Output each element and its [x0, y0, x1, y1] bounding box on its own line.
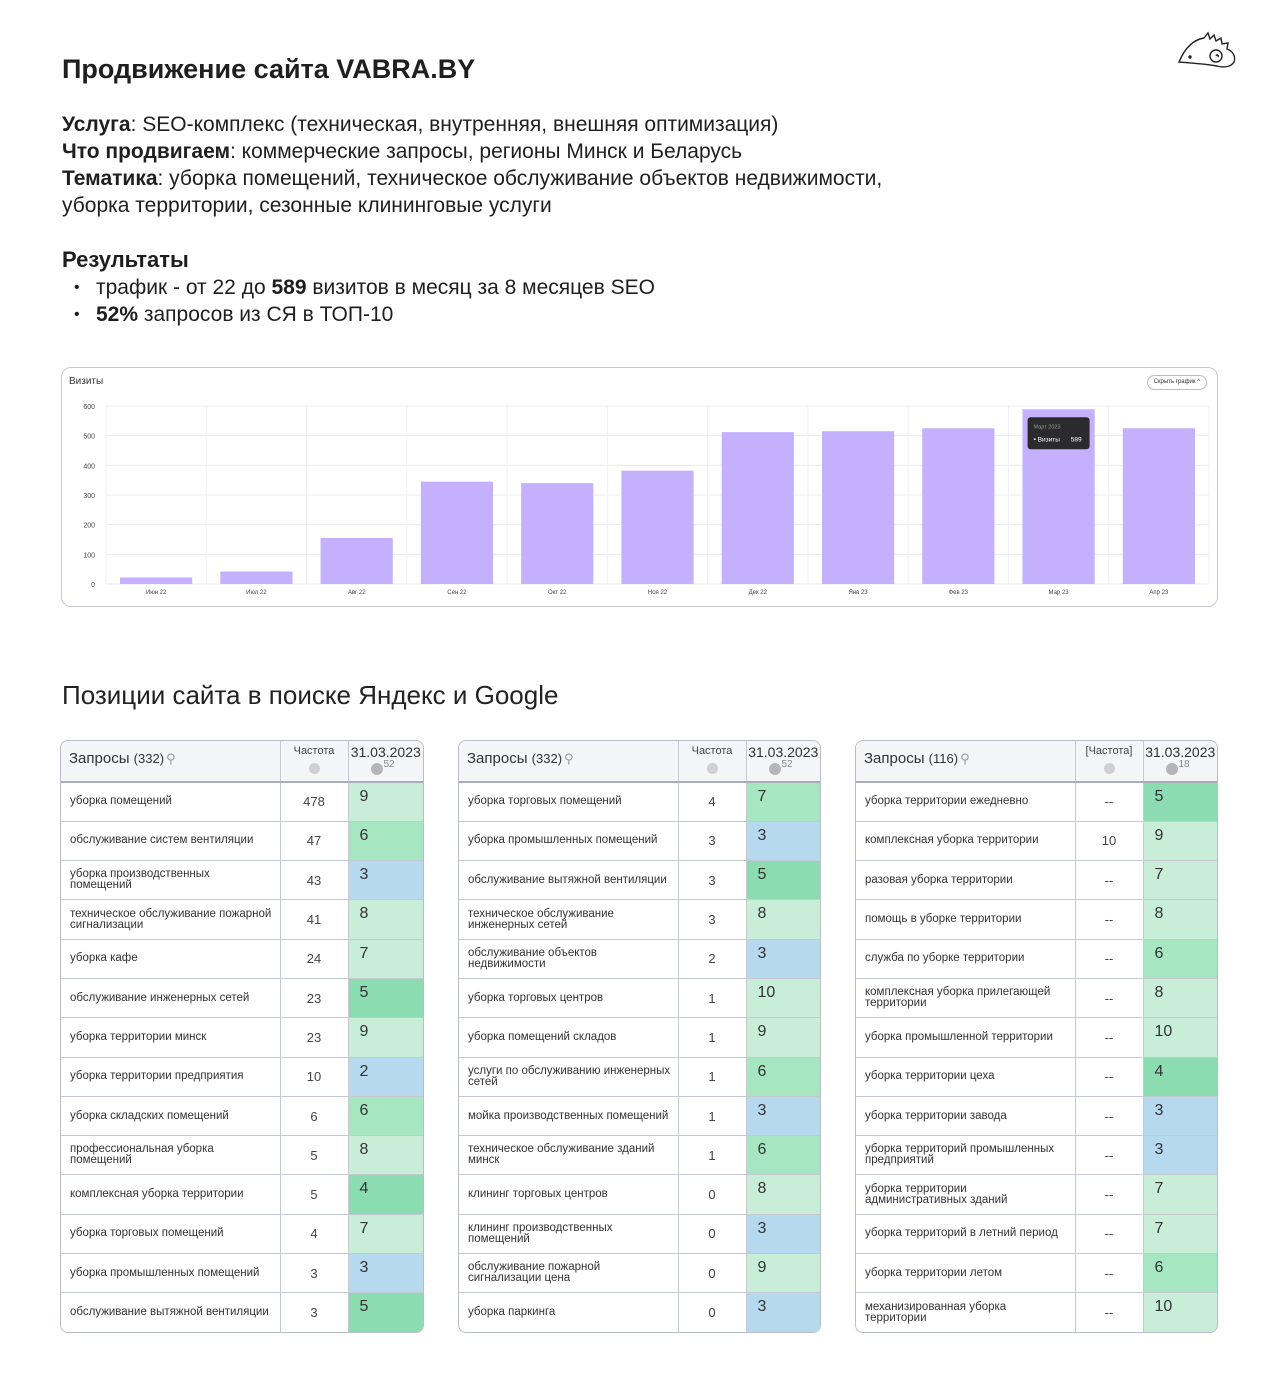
- query-cell: уборка паркинга: [459, 1293, 678, 1332]
- frequency-cell: 23: [280, 978, 348, 1017]
- tooltip-value: 589: [1070, 436, 1082, 444]
- position-cell: 3: [746, 821, 820, 860]
- frequency-cell: 1: [678, 1096, 746, 1135]
- frequency-cell: --: [1075, 1175, 1143, 1214]
- query-cell: уборка промышленной территории: [856, 1018, 1075, 1057]
- frequency-cell: 3: [678, 821, 746, 860]
- position-cell: 7: [1143, 1214, 1217, 1253]
- top10-percent: 52: [781, 759, 793, 770]
- table-row: [61, 1136, 423, 1175]
- position-cell: 7: [1143, 1175, 1217, 1214]
- query-cell: служба по уборке территории: [856, 939, 1075, 978]
- positions-title: Позиции сайта в поиске Яндекс и Google: [62, 680, 559, 710]
- x-tick-label: Дек 22: [748, 590, 767, 596]
- query-cell: уборка территорий промышленных предприятий: [856, 1136, 1075, 1175]
- position-cell: 4: [1143, 1057, 1217, 1096]
- frequency-cell: 478: [280, 782, 348, 821]
- query-cell: обслуживание вытяжной вентиляции: [61, 1293, 280, 1332]
- position-cell: 8: [746, 900, 820, 939]
- position-cell: 5: [348, 1293, 423, 1332]
- percent-icon: [769, 763, 781, 775]
- table-row: [856, 861, 1217, 900]
- frequency-cell: 3: [280, 1254, 348, 1293]
- query-cell: комплексная уборка прилегающей территории: [856, 978, 1075, 1017]
- globe-icon: [707, 763, 718, 774]
- frequency-cell: 0: [678, 1254, 746, 1293]
- frequency-cell: --: [1075, 1018, 1143, 1057]
- frequency-cell: 5: [280, 1136, 348, 1175]
- bar: [1123, 428, 1195, 584]
- query-cell: услуги по обслуживанию инженерных сетей: [459, 1057, 678, 1096]
- frequency-cell: --: [1075, 978, 1143, 1017]
- table-row: [61, 1096, 423, 1135]
- frequency-cell: 3: [280, 1293, 348, 1332]
- table-row: [856, 782, 1217, 821]
- frequency-cell: 43: [280, 861, 348, 900]
- bar: [321, 538, 393, 584]
- frequency-cell: 3: [678, 861, 746, 900]
- date-column-header[interactable]: 31.03.2023 52: [348, 741, 423, 782]
- bar: [521, 483, 593, 584]
- frequency-cell: 1: [678, 1057, 746, 1096]
- date-column-header[interactable]: 31.03.2023 52: [746, 741, 820, 782]
- visits-chart: [62, 368, 1219, 608]
- top10-percent: 52: [383, 759, 395, 770]
- position-cell: 3: [746, 939, 820, 978]
- y-tick-label: 0: [91, 582, 95, 589]
- date-column-header[interactable]: 31.03.2023 18: [1143, 741, 1217, 782]
- position-cell: 7: [348, 939, 423, 978]
- x-tick-label: Апр 23: [1149, 590, 1169, 596]
- frequency-cell: --: [1075, 1254, 1143, 1293]
- position-cell: 3: [746, 1096, 820, 1135]
- x-tick-label: Окт 22: [548, 590, 567, 596]
- query-cell: уборка территорий в летний период: [856, 1214, 1075, 1253]
- position-cell: 7: [746, 782, 820, 821]
- frequency-cell: --: [1075, 939, 1143, 978]
- bar: [421, 482, 493, 584]
- query-column-header[interactable]: Запросы (332) ⚲: [459, 741, 678, 782]
- frequency-cell: --: [1075, 1293, 1143, 1332]
- table-row: [459, 939, 820, 978]
- table-row: [459, 1293, 820, 1332]
- query-cell: механизированная уборка территории: [856, 1293, 1075, 1332]
- table-row: [459, 900, 820, 939]
- results-title: Результаты: [62, 247, 189, 272]
- hedgehog-logo-icon: [1176, 30, 1242, 70]
- project-info: [62, 111, 1062, 219]
- position-cell: 6: [1143, 939, 1217, 978]
- bar: [922, 428, 994, 584]
- position-cell: 8: [348, 1136, 423, 1175]
- query-cell: уборка территории завода: [856, 1096, 1075, 1135]
- x-tick-label: Июн 22: [145, 590, 167, 596]
- query-cell: обслуживание объектов недвижимости: [459, 939, 678, 978]
- frequency-cell: 4: [280, 1214, 348, 1253]
- query-cell: уборка кафе: [61, 939, 280, 978]
- query-cell: уборка торговых помещений: [61, 1214, 280, 1253]
- chart-title: Визиты: [69, 376, 104, 387]
- tooltip-label: • Визиты: [1033, 436, 1060, 444]
- x-tick-label: Ноя 22: [647, 590, 668, 596]
- table-row: [459, 1018, 820, 1057]
- results-item-traffic: • трафик - от 22 до 589 визитов в месяц за 8 месяцев SEO: [74, 274, 655, 301]
- query-cell: профессиональная уборка помещений: [61, 1136, 280, 1175]
- query-cell: обслуживание пожарной сигнализации цена: [459, 1254, 678, 1293]
- table-row: [61, 782, 423, 821]
- frequency-cell: --: [1075, 782, 1143, 821]
- position-cell: 8: [348, 900, 423, 939]
- x-tick-label: Янв 23: [848, 590, 868, 596]
- table-row: [459, 821, 820, 860]
- query-cell: клининг торговых центров: [459, 1175, 678, 1214]
- topic-line-2: уборка территории, сезонные клининговые услуги: [62, 194, 552, 217]
- frequency-column-header[interactable]: Частота: [280, 741, 348, 782]
- frequency-cell: 1: [678, 978, 746, 1017]
- frequency-cell: 0: [678, 1175, 746, 1214]
- y-tick-label: 400: [83, 463, 95, 471]
- position-cell: 6: [348, 821, 423, 860]
- table-row: [856, 821, 1217, 860]
- frequency-cell: 41: [280, 900, 348, 939]
- query-cell: уборка территории минск: [61, 1018, 280, 1057]
- table-row: [61, 1254, 423, 1293]
- query-cell: комплексная уборка территории: [856, 821, 1075, 860]
- x-tick-label: Июл 22: [246, 590, 267, 596]
- table-row: [856, 1018, 1217, 1057]
- query-cell: клининг производственных помещений: [459, 1214, 678, 1253]
- position-cell: 10: [1143, 1018, 1217, 1057]
- table-row: [459, 1136, 820, 1175]
- table-row: [61, 1057, 423, 1096]
- position-cell: 10: [1143, 1293, 1217, 1332]
- visits-chart-card: [61, 367, 1218, 607]
- frequency-cell: 4: [678, 782, 746, 821]
- bar: [220, 572, 292, 584]
- table-row: [61, 1293, 423, 1332]
- query-cell: разовая уборка территории: [856, 861, 1075, 900]
- positions-table-1: [60, 740, 424, 1333]
- position-cell: 3: [1143, 1136, 1217, 1175]
- frequency-cell: 1: [678, 1018, 746, 1057]
- table-row: [61, 861, 423, 900]
- frequency-cell: 3: [678, 900, 746, 939]
- frequency-cell: --: [1075, 1096, 1143, 1135]
- frequency-cell: 10: [1075, 821, 1143, 860]
- query-cell: уборка территории административных зданий: [856, 1175, 1075, 1214]
- position-cell: 9: [1143, 821, 1217, 860]
- y-tick-label: 500: [83, 433, 95, 441]
- frequency-cell: 23: [280, 1018, 348, 1057]
- position-cell: 9: [348, 1018, 423, 1057]
- frequency-cell: --: [1075, 1057, 1143, 1096]
- table-row: [856, 978, 1217, 1017]
- table-row: [459, 978, 820, 1017]
- service-line: Услуга: SEO-комплекс (техническая, внутренняя, внешняя оптимизация): [62, 113, 779, 136]
- table-row: [61, 900, 423, 939]
- position-cell: 3: [348, 1254, 423, 1293]
- position-cell: 7: [1143, 861, 1217, 900]
- position-cell: 3: [746, 1214, 820, 1253]
- position-cell: 2: [348, 1057, 423, 1096]
- bar: [621, 471, 693, 584]
- table-row: [459, 1096, 820, 1135]
- positions-table-3: [855, 740, 1218, 1333]
- frequency-cell: --: [1075, 1214, 1143, 1253]
- position-cell: 5: [1143, 782, 1217, 821]
- position-cell: 8: [1143, 978, 1217, 1017]
- table-row: [61, 1214, 423, 1253]
- frequency-cell: 5: [280, 1175, 348, 1214]
- frequency-column-header[interactable]: [Частота]: [1075, 741, 1143, 782]
- position-cell: 10: [746, 978, 820, 1017]
- frequency-cell: 1: [678, 1136, 746, 1175]
- frequency-cell: 24: [280, 939, 348, 978]
- position-cell: 6: [746, 1136, 820, 1175]
- position-cell: 3: [1143, 1096, 1217, 1135]
- position-cell: 8: [1143, 900, 1217, 939]
- position-cell: 8: [746, 1175, 820, 1214]
- topic-line: Тематика: уборка помещений, техническое обслуживание объектов недвижимости,: [62, 167, 883, 190]
- query-column-header[interactable]: Запросы (332) ⚲: [61, 741, 280, 782]
- table-row: [856, 1175, 1217, 1214]
- position-cell: 6: [348, 1096, 423, 1135]
- y-tick-label: 100: [83, 552, 95, 560]
- position-cell: 3: [746, 1293, 820, 1332]
- query-column-header[interactable]: Запросы (116) ⚲: [856, 741, 1075, 782]
- table-row: [61, 939, 423, 978]
- position-cell: 9: [746, 1018, 820, 1057]
- position-cell: 9: [348, 782, 423, 821]
- table-row: [459, 1057, 820, 1096]
- position-cell: 7: [348, 1214, 423, 1253]
- x-tick-label: Сен 22: [447, 590, 467, 596]
- bar: [120, 577, 192, 584]
- search-icon[interactable]: ⚲: [960, 751, 970, 766]
- globe-icon: [309, 763, 320, 774]
- frequency-cell: --: [1075, 900, 1143, 939]
- table-row: [61, 1175, 423, 1214]
- x-tick-label: Мар 23: [1048, 590, 1069, 596]
- query-cell: уборка производственных помещений: [61, 861, 280, 900]
- tooltip-box: [1028, 417, 1090, 449]
- frequency-column-header[interactable]: Частота: [678, 741, 746, 782]
- query-cell: уборка промышленных помещений: [459, 821, 678, 860]
- globe-icon: [1104, 763, 1115, 774]
- query-cell: техническое обслуживание инженерных сетей: [459, 900, 678, 939]
- table-row: [856, 1057, 1217, 1096]
- table-row: [856, 939, 1217, 978]
- x-tick-label: Авг 22: [347, 590, 366, 596]
- frequency-cell: --: [1075, 861, 1143, 900]
- percent-icon: [1166, 763, 1178, 775]
- search-icon[interactable]: ⚲: [166, 751, 176, 766]
- query-cell: уборка торговых помещений: [459, 782, 678, 821]
- percent-icon: [371, 763, 383, 775]
- query-cell: помощь в уборке территории: [856, 900, 1075, 939]
- query-cell: уборка территории предприятия: [61, 1057, 280, 1096]
- query-cell: обслуживание вытяжной вентиляции: [459, 861, 678, 900]
- position-cell: 5: [348, 978, 423, 1017]
- promote-line: Что продвигаем: коммерческие запросы, регионы Минск и Беларусь: [62, 140, 743, 163]
- table-row: [61, 978, 423, 1017]
- table-row: [459, 1214, 820, 1253]
- position-cell: 6: [1143, 1254, 1217, 1293]
- table-row: [856, 1214, 1217, 1253]
- position-cell: 4: [348, 1175, 423, 1214]
- frequency-cell: 0: [678, 1214, 746, 1253]
- hide-chart-button[interactable]: Скрыть график ^: [1147, 375, 1207, 390]
- query-cell: уборка промышленных помещений: [61, 1254, 280, 1293]
- query-cell: уборка помещений: [61, 782, 280, 821]
- table-row: [459, 1254, 820, 1293]
- table-row: [856, 1254, 1217, 1293]
- y-tick-label: 600: [83, 404, 95, 411]
- query-cell: обслуживание инженерных сетей: [61, 978, 280, 1017]
- frequency-cell: --: [1075, 1136, 1143, 1175]
- query-cell: уборка складских помещений: [61, 1096, 280, 1135]
- position-cell: 5: [746, 861, 820, 900]
- bar: [722, 432, 794, 584]
- table-row: [856, 900, 1217, 939]
- position-cell: 6: [746, 1057, 820, 1096]
- x-tick-label: Фев 23: [948, 590, 969, 596]
- frequency-cell: 47: [280, 821, 348, 860]
- query-cell: уборка территории цеха: [856, 1057, 1075, 1096]
- query-cell: уборка территории летом: [856, 1254, 1075, 1293]
- table-row: [61, 821, 423, 860]
- position-cell: 9: [746, 1254, 820, 1293]
- query-cell: уборка территории ежедневно: [856, 782, 1075, 821]
- position-cell: 3: [348, 861, 423, 900]
- results-item-top10: • 52% запросов из СЯ в ТОП-10: [74, 301, 655, 328]
- table-row: [61, 1018, 423, 1057]
- top10-percent: 18: [1178, 759, 1190, 770]
- query-cell: техническое обслуживание зданий минск: [459, 1136, 678, 1175]
- bar: [822, 431, 894, 584]
- table-row: [459, 1175, 820, 1214]
- query-cell: техническое обслуживание пожарной сигнализации: [61, 900, 280, 939]
- table-row: [856, 1096, 1217, 1135]
- frequency-cell: 6: [280, 1096, 348, 1135]
- results-list: [74, 274, 655, 328]
- table-row: [459, 782, 820, 821]
- table-row: [459, 861, 820, 900]
- tooltip-title: Март 2023: [1033, 424, 1061, 431]
- query-cell: уборка торговых центров: [459, 978, 678, 1017]
- search-icon[interactable]: ⚲: [564, 751, 574, 766]
- table-row: [856, 1136, 1217, 1175]
- y-tick-label: 300: [83, 493, 95, 500]
- query-cell: мойка производственных помещений: [459, 1096, 678, 1135]
- y-tick-label: 200: [83, 522, 95, 530]
- query-cell: обслуживание систем вентиляции: [61, 821, 280, 860]
- table-row: [856, 1293, 1217, 1332]
- frequency-cell: 2: [678, 939, 746, 978]
- query-cell: уборка помещений складов: [459, 1018, 678, 1057]
- frequency-cell: 0: [678, 1293, 746, 1332]
- page-title: Продвижение сайта VABRA.BY: [62, 54, 476, 84]
- query-cell: комплексная уборка территории: [61, 1175, 280, 1214]
- positions-table-2: [458, 740, 821, 1333]
- frequency-cell: 10: [280, 1057, 348, 1096]
